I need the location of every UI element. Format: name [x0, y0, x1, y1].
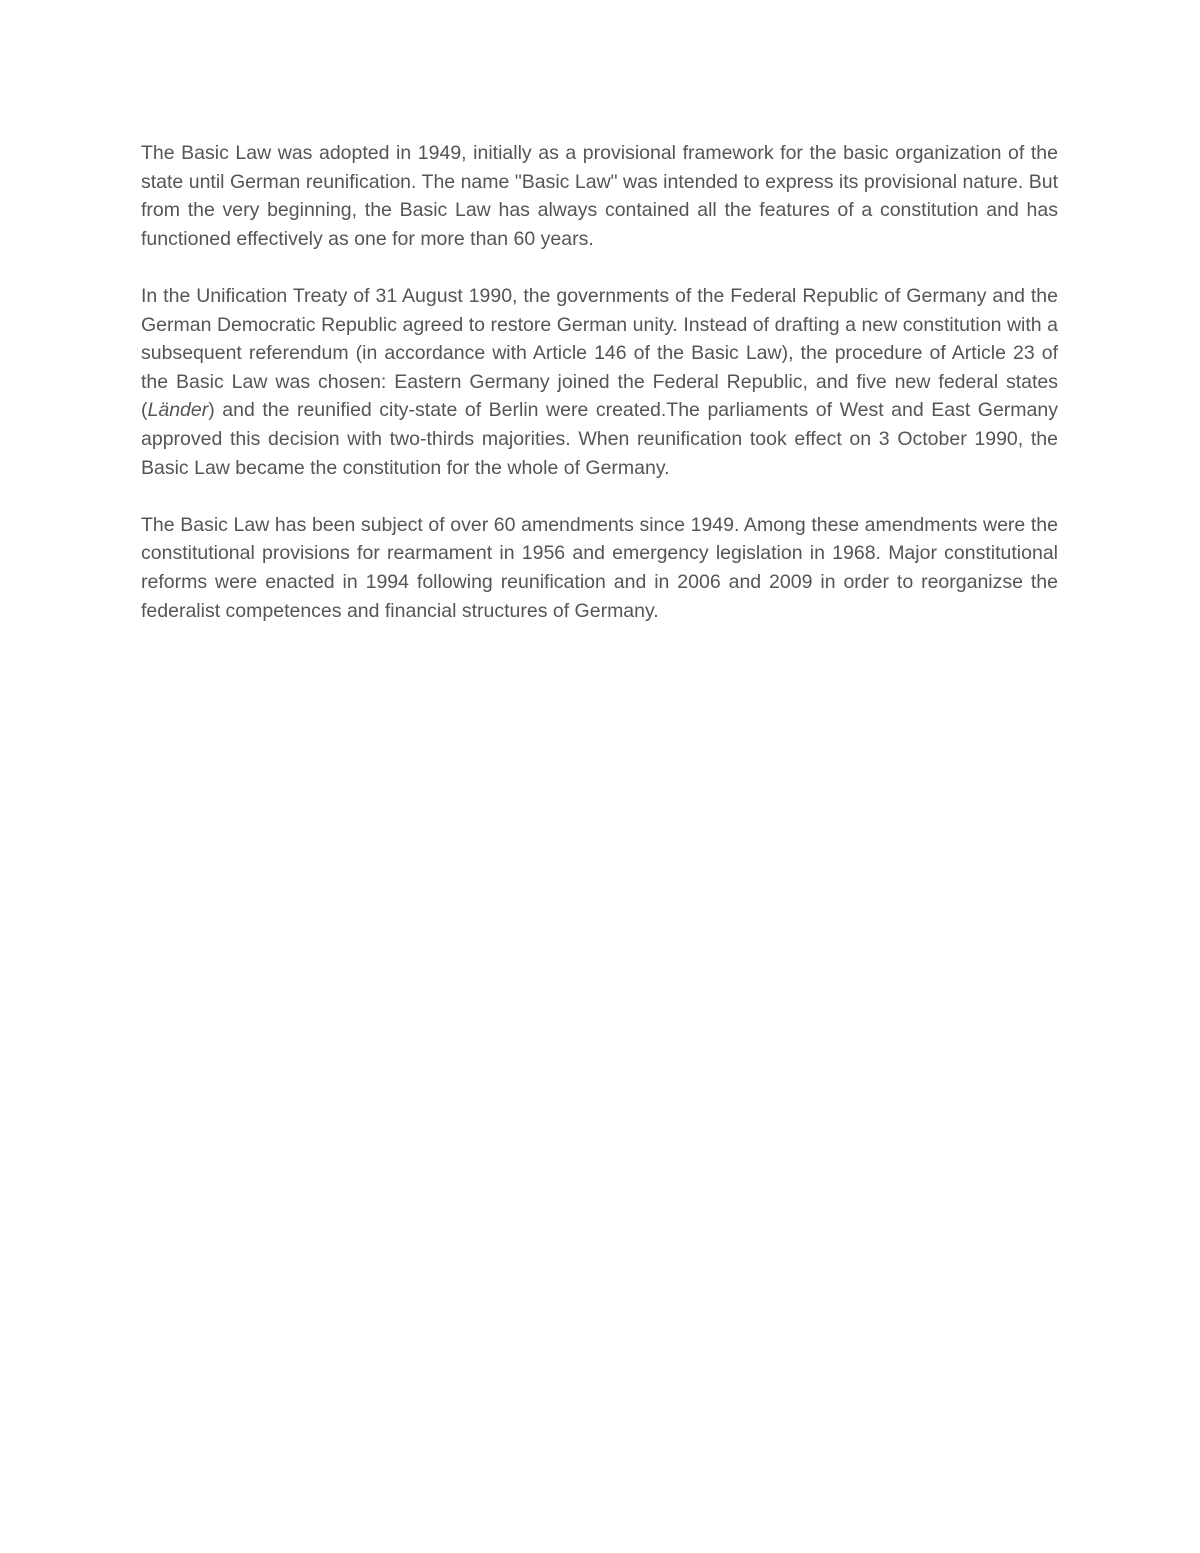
paragraph-basic-law-adoption: The Basic Law was adopted in 1949, initially as a provisional framework for the basic organization of the state until German reunification. The name "Basic Law" was intended to express its provisional nature. But from the very beginning, the Basic Law has always contained all the features of a constitution and has functioned effectively as one for more than 60 years.	[141, 142, 1058, 250]
paragraph-unification-text-before: In the Unification Treaty of 31 August 1990, the governments of the Federal Republic of Germany and the German Democratic Republic agreed to restore German unity. Instead of drafting a new constitution with a subsequent referendum (in accordance with Article 146 of the Basic Law), the procedure of Article 23 of the Basic Law was chosen: Eastern Germany joined the Federal Republic, and five new federal states (	[141, 284, 1058, 422]
paragraph-unification-text-after: ) and the reunified city-state of Berlin were created.The parliaments of West and East Germany approved this decision with two-thirds majorities. When reunification took effect on 3 October 1990, the Basic Law became the constitution for the whole of Germany.	[141, 399, 1058, 479]
document-body	[141, 139, 1058, 654]
paragraph-amendments: The Basic Law has been subject of over 60 amendments since 1949. Among these amendments were the constitutional provisions for rearmament in 1956 and emergency legislation in 1968. Major constitutional reforms were enacted in 1994 following reunification and in 2006 and 2009 in order to reorganizse the federalist competences and financial structures of Germany.	[141, 513, 1058, 622]
paragraph-unification-treaty	[141, 282, 1058, 482]
laender-term: Länder	[147, 399, 209, 422]
